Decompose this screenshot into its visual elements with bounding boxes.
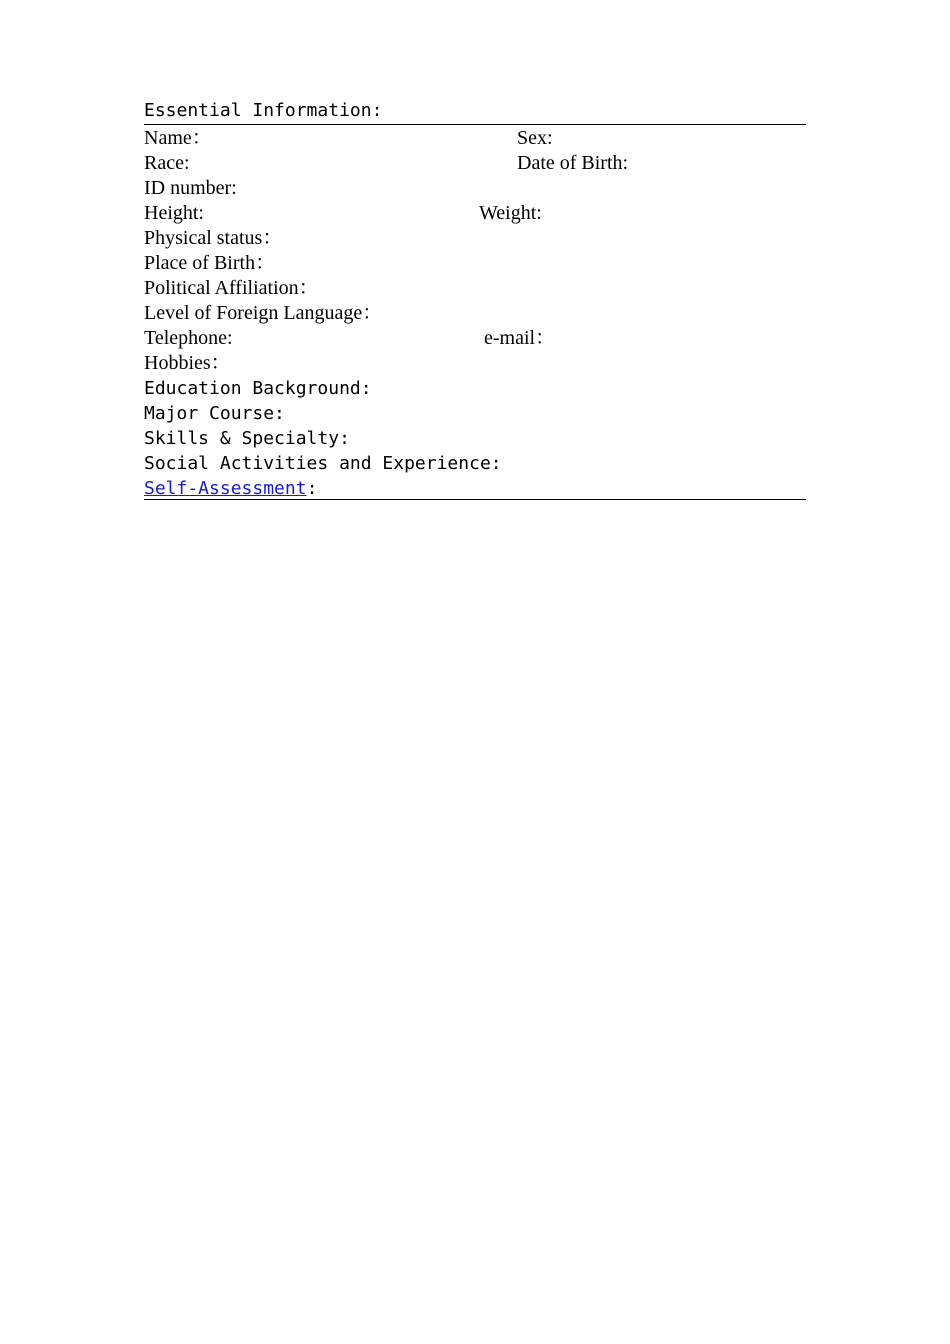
- section-self-assessment: [144, 476, 317, 501]
- section-major-course: [144, 401, 285, 426]
- weight-label: Weight:: [479, 202, 542, 224]
- row-race-dob: [144, 151, 804, 176]
- height-label: Height:: [144, 202, 204, 224]
- section-education: [144, 376, 372, 401]
- row-name-sex: [144, 126, 804, 151]
- hobbies-label: Hobbies：: [144, 352, 231, 374]
- skills-specialty-label: Skills & Specialty:: [144, 428, 350, 449]
- physical-status-label: Physical status：: [144, 227, 283, 249]
- row-foreign-language: [144, 301, 382, 326]
- id-number-label: ID number:: [144, 177, 237, 199]
- race-label: Race:: [144, 152, 190, 174]
- education-background-label: Education Background:: [144, 378, 372, 399]
- name-label: Name：: [144, 127, 212, 149]
- row-telephone-email: [144, 326, 804, 351]
- row-hobbies: [144, 351, 231, 376]
- place-of-birth-label: Place of Birth：: [144, 252, 276, 274]
- essential-information-heading: [144, 98, 382, 123]
- major-course-label: Major Course:: [144, 403, 285, 424]
- row-id-number: [144, 176, 237, 201]
- telephone-label: Telephone:: [144, 327, 233, 349]
- date-of-birth-label: Date of Birth:: [517, 152, 629, 174]
- foreign-language-label: Level of Foreign Language：: [144, 302, 383, 324]
- row-political-affiliation: [144, 276, 319, 301]
- self-assessment-colon: :: [306, 478, 318, 499]
- bottom-divider: [144, 499, 806, 500]
- self-assessment-link[interactable]: Self-Assessment: [144, 478, 307, 499]
- row-place-of-birth: [144, 251, 275, 276]
- section-skills: [144, 426, 350, 451]
- email-label: e-mail：: [484, 327, 556, 349]
- row-physical-status: [144, 226, 282, 251]
- social-activities-label: Social Activities and Experience:: [144, 453, 502, 474]
- top-divider: [144, 124, 806, 125]
- section-social-activities: [144, 451, 502, 476]
- political-affiliation-label: Political Affiliation：: [144, 277, 319, 299]
- sex-label: Sex:: [517, 127, 553, 149]
- row-height-weight: [144, 201, 804, 226]
- essential-information-label: Essential Information:: [144, 100, 383, 121]
